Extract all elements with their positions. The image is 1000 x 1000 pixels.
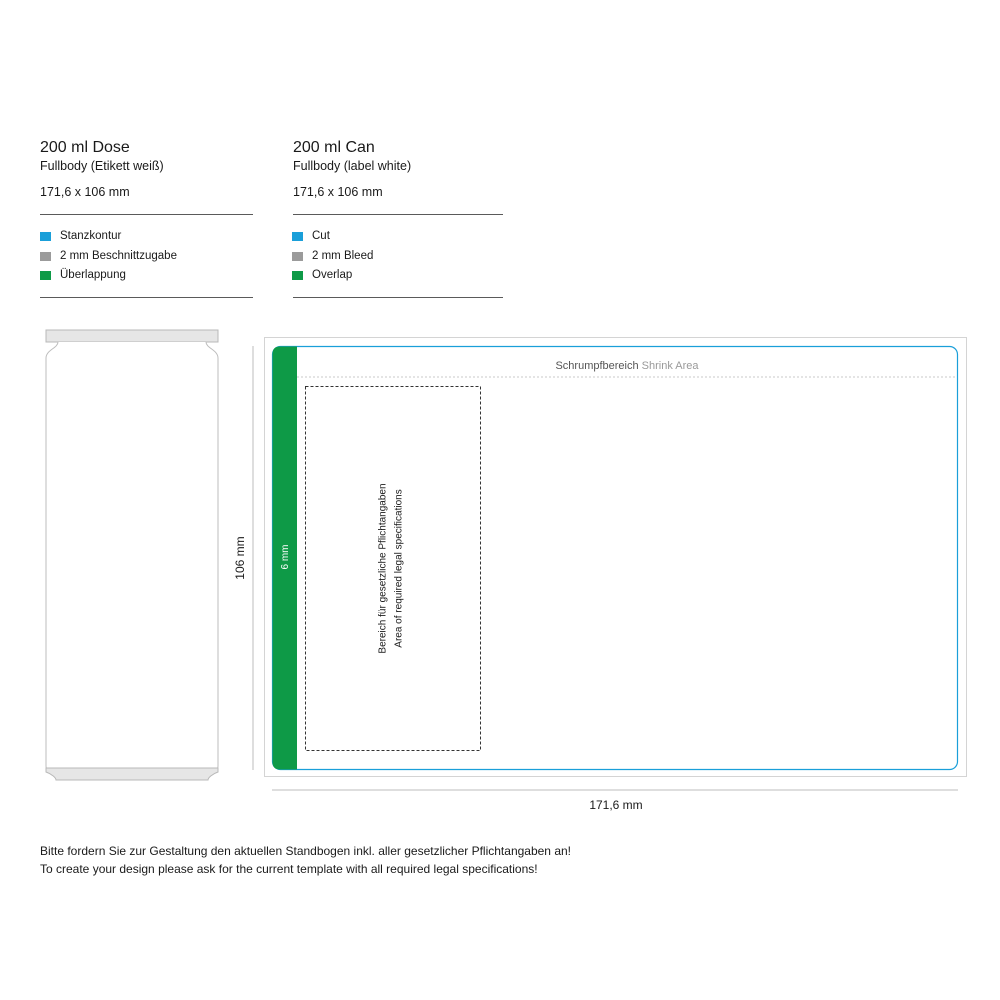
german-title: 200 ml Dose xyxy=(40,139,130,156)
english-subtitle: Fullbody (label white) xyxy=(293,159,412,173)
english-legend-bleed-label: 2 mm Bleed xyxy=(312,250,374,262)
english-legend-cut-label: Cut xyxy=(312,230,330,242)
german-subtitle: Fullbody (Etikett weiß) xyxy=(40,159,164,173)
english-dimensions: 171,6 x 106 mm xyxy=(293,185,383,199)
legal-area-label-de: Bereich für gesetzliche Pflichtangaben xyxy=(377,483,389,654)
can-top-lid xyxy=(46,330,218,342)
height-label: 106 mm xyxy=(233,536,247,580)
english-legend-overlap-label: Overlap xyxy=(312,269,353,281)
german-legend-cut-label: Stanzkontur xyxy=(60,230,122,242)
english-title: 200 ml Can xyxy=(293,139,375,156)
shrink-area-label xyxy=(297,359,957,373)
german-legend-bleed-label: 2 mm Beschnittzugabe xyxy=(60,250,177,262)
shrink-area-label-en: Shrink Area xyxy=(641,360,699,372)
german-legend-overlap-label: Überlappung xyxy=(60,269,126,281)
shrink-area-label-de: Schrumpfbereich xyxy=(555,360,639,372)
german-dimensions: 171,6 x 106 mm xyxy=(40,185,130,199)
can-body-outline xyxy=(46,342,218,776)
note-german: Bitte fordern Sie zur Gestaltung den aktuellen Standbogen inkl. aller gesetzlicher Pflichtangaben an! xyxy=(40,844,571,858)
width-label: 171,6 mm xyxy=(589,798,643,812)
overlap-label: 6 mm xyxy=(280,544,291,570)
can-bottom-base xyxy=(46,768,218,780)
note-english: To create your design please ask for the current template with all required legal specifications! xyxy=(40,862,538,876)
legal-area-label-en: Area of required legal specifications xyxy=(393,489,405,648)
